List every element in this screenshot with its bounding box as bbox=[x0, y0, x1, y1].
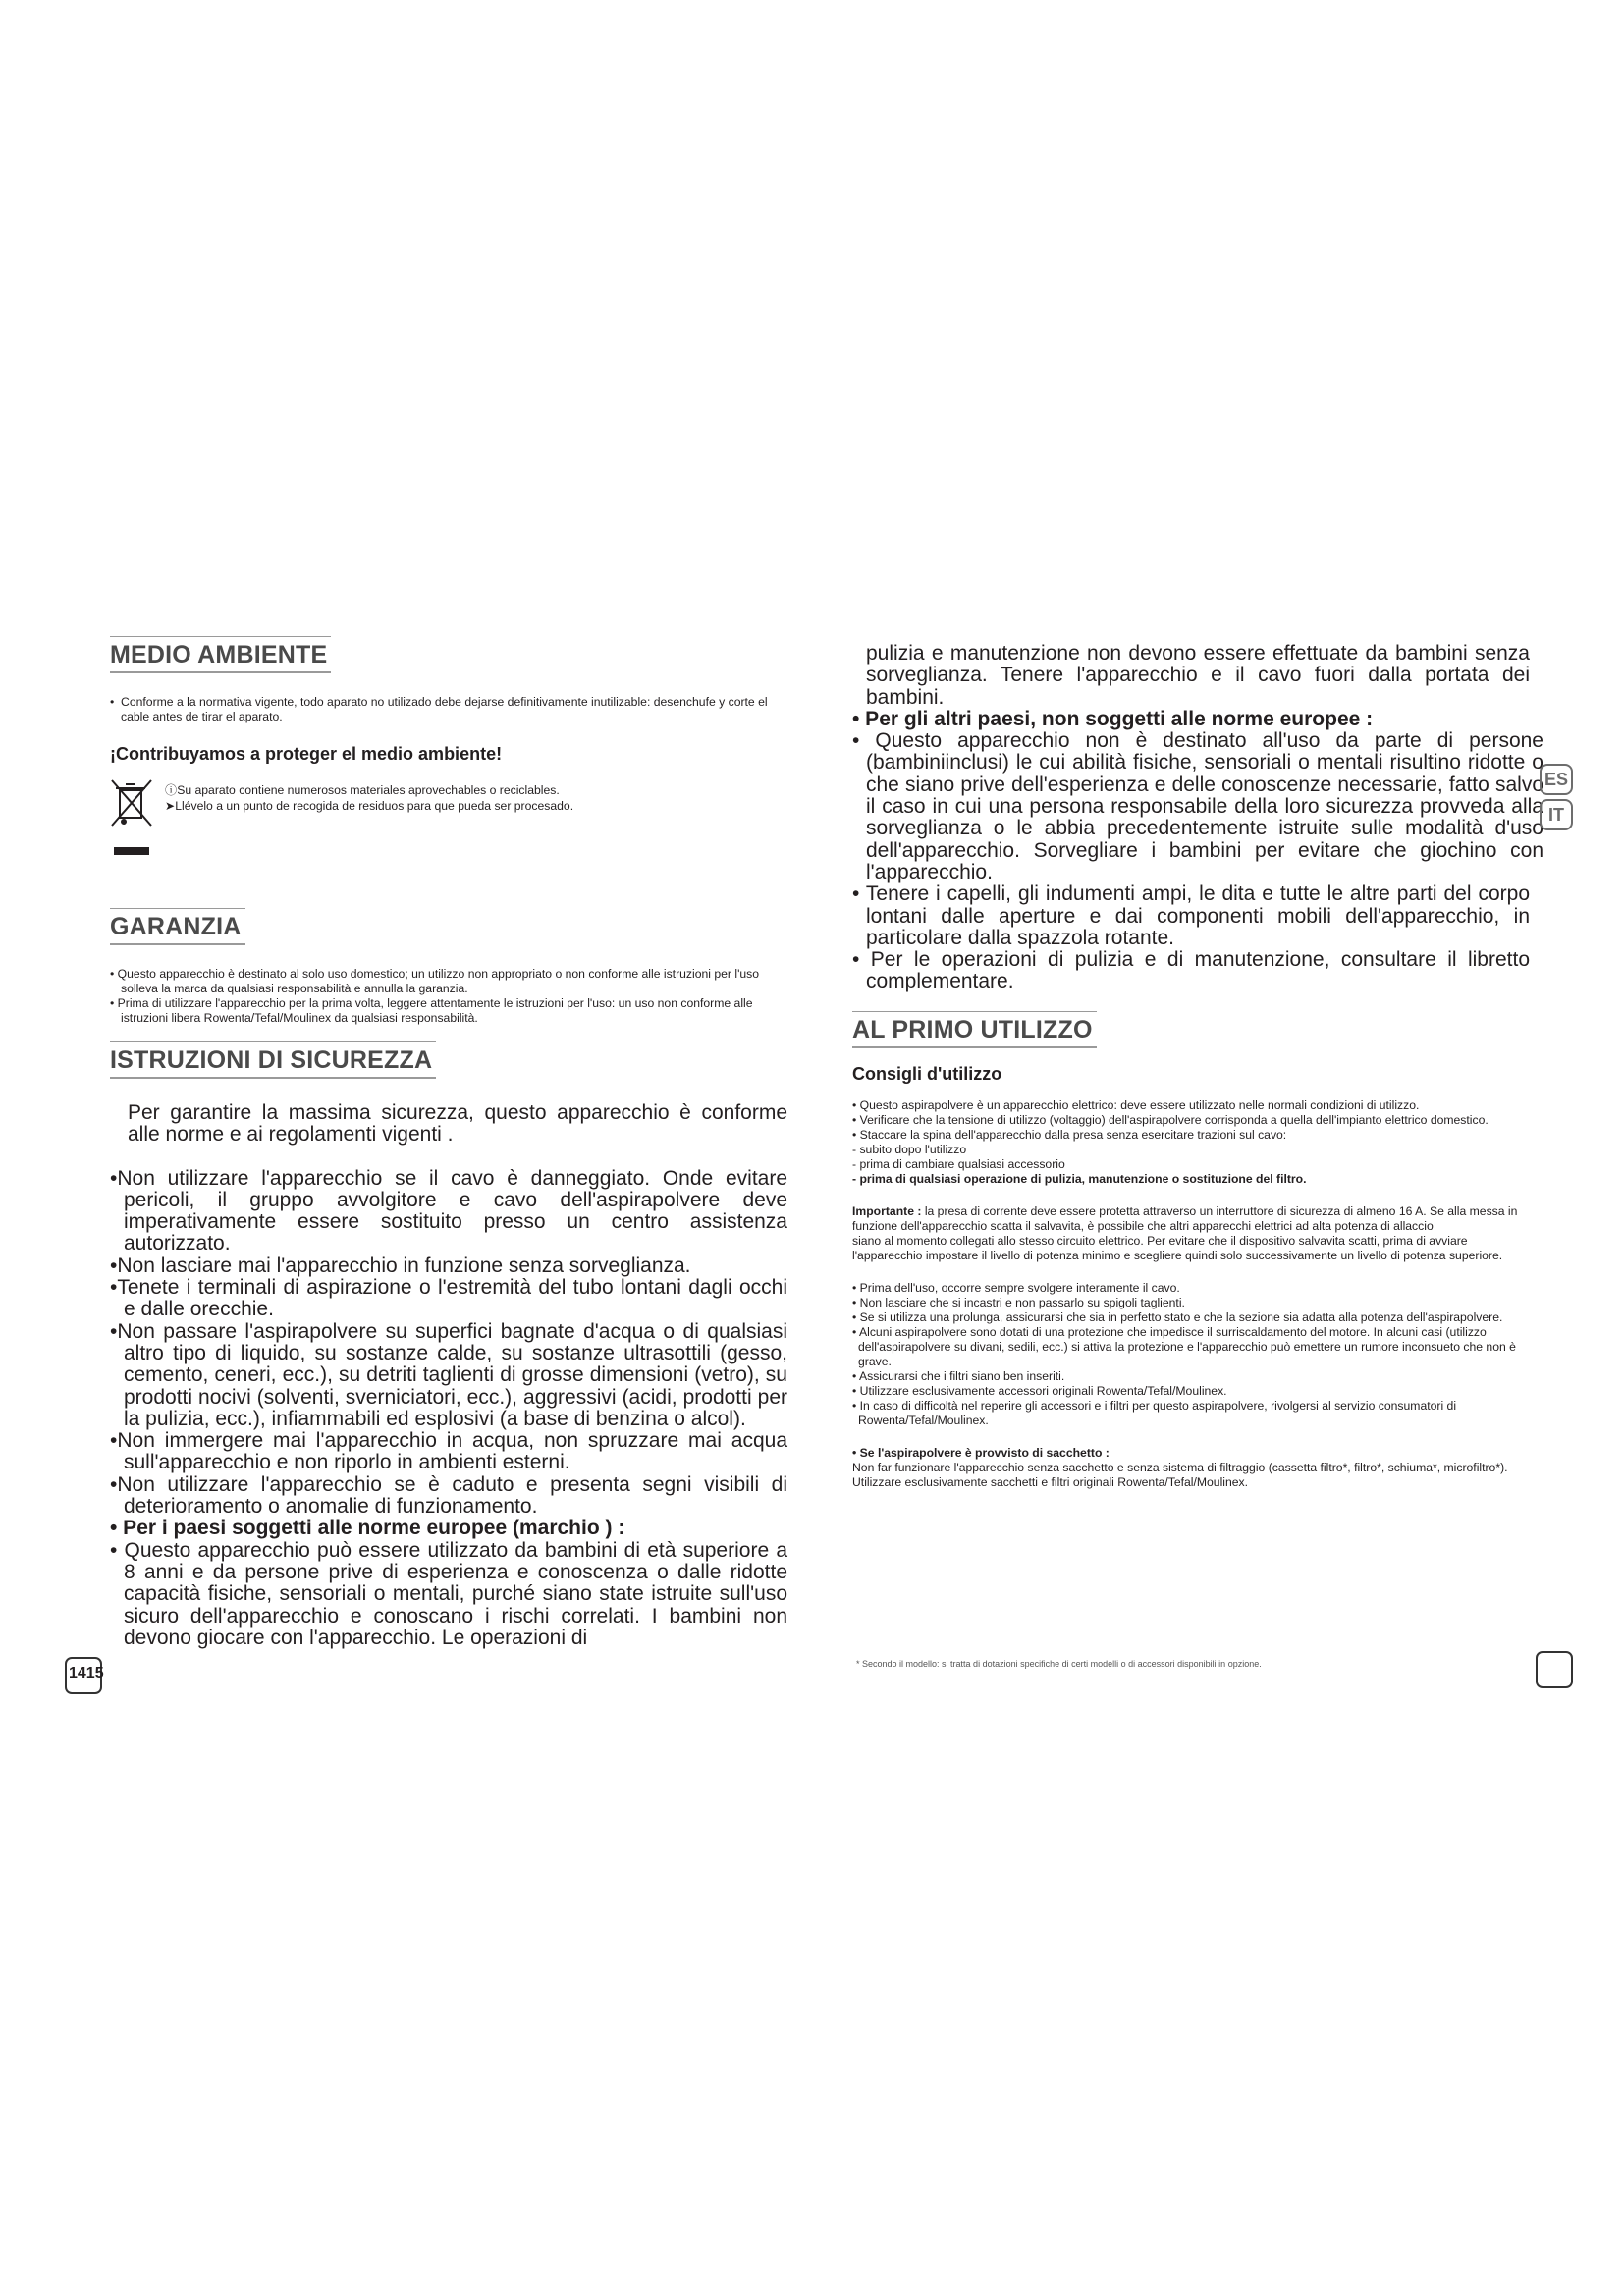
other-item: • Tenere i capelli, gli indumenti ampi, le dita e tutte le altre parti del corpo lontani dalle aperture e dai componenti mobili dell'apparecchio, in particolare dalla spazzola rotante. bbox=[852, 882, 1530, 949]
safety-item: •Non immergere mai l'apparecchio in acqua, non spruzzare mai acqua sull'apparecchio e non riporlo in ambienti esterni. bbox=[110, 1429, 787, 1474]
recycle-line-2-text: Llévelo a un punto de recogida de residuos para que pueda ser procesado. bbox=[175, 799, 574, 813]
cable-item: • In caso di difficoltà nel reperire gli accessori e i filtri per questo aspirapolvere, rivolgersi al servizio consumatori di Rowenta/Tefal/Moulinex. bbox=[852, 1398, 1457, 1427]
other-item: • Questo apparecchio non è destinato all'uso da parte di persone (bambiniinclusi) le cui abilità fisiche, sensoriali o mentali risultino ridotte o che siano prive dell'esperienza e delle conoscenze necessarie, fatto salvo il caso in cui una persona responsabile della loro sicurezza provveda alla sorveglianza o le abbia precedentemente istruite sulle modalità d'uso dell'apparecchio. Sorvegliare i bambini per evitare che giochino con l'apparecchio. bbox=[852, 729, 1543, 883]
recycle-row bbox=[110, 776, 787, 865]
safety-item: • Questo apparecchio può essere utilizzato da bambini di età superiore a 8 anni e da persone prive di esperienza e conoscenza o dalle ridotte capacità fisiche, sensoriali o mentali, purché siano state istruite sull'uso sicuro dell'apparecchio e conoscano i rischi correlati. I bambini non devono giocare con l'apparecchio. Le operazioni di bbox=[110, 1538, 787, 1649]
first-use-item: - subito dopo l'utilizzo bbox=[852, 1142, 967, 1156]
env-title: MEDIO AMBIENTE bbox=[110, 636, 331, 673]
other-countries-heading: • Per gli altri paesi, non soggetti alle norme europee : bbox=[852, 707, 1374, 730]
bag-section bbox=[852, 1446, 1530, 1490]
safety-eu-heading: • Per i paesi soggetti alle norme europee (marchio ) : bbox=[110, 1517, 625, 1540]
env-subtitle: ¡Contribuyamos a proteger el medio ambiente! bbox=[110, 744, 503, 764]
footnote: * Secondo il modello: si tratta di dotazioni specifiche di certi modelli o di accessori disponibili in opzione. bbox=[856, 1659, 1262, 1669]
important-text: la presa di corrente deve essere protetta attraverso un interruttore di sicurezza di almeno 16 A. Se alla messa in funzione dell'apparecchio scatta il salvavita, è possibile che altri apparecchi elettrici ad alta potenza di allaccio bbox=[852, 1203, 1518, 1233]
first-use-item: - prima di cambiare qualsiasi accessorio bbox=[852, 1156, 1065, 1171]
first-use-item: • Questo aspirapolvere è un apparecchio elettrico: deve essere utilizzato nelle normali condizioni di utilizzo. bbox=[852, 1097, 1420, 1112]
safety-item: •Non utilizzare l'apparecchio se il cavo è danneggiato. Onde evitare pericoli, il gruppo avvolgitore e cavo dell'aspirapolvere deve imperativamente essere sostituito presso un centro assistenza autorizzato. bbox=[110, 1166, 787, 1255]
crossed-bin-icon bbox=[110, 776, 155, 865]
safety-item: •Non utilizzare l'apparecchio se è caduto e presenta segni visibili di deterioramento o anomalie di funzionamento. bbox=[110, 1472, 787, 1519]
left-column bbox=[110, 636, 787, 1649]
badge-es: ES bbox=[1540, 764, 1573, 795]
cable-list bbox=[852, 1281, 1530, 1428]
bag-heading: • Se l'aspirapolvere è provvisto di sacchetto : bbox=[852, 1445, 1110, 1460]
warranty-bullets bbox=[110, 967, 787, 1026]
warranty-bullet: • Prima di utilizzare l'apparecchio per la prima volta, leggere attentamente le istruzioni per l'uso: un uso non conforme alle istruzioni libera Rowenta/Tefal/Moulinex da qualsiasi responsabilità. bbox=[110, 996, 753, 1025]
env-bullet-text: Conforme a la normativa vigente, todo aparato no utilizado debe dejarse definitivamente inutilizable: desenchufe y corte el cable antes de tirar el aparato. bbox=[121, 695, 768, 723]
first-use-item: • Verificare che la tensione di utilizzo (voltaggio) dell'aspirapolvere corrisponda a quella dell'impianto elettrico domestico. bbox=[852, 1112, 1489, 1127]
safety-list bbox=[110, 1168, 787, 1650]
cable-item: • Non lasciare che si incastri e non passarlo su spigoli taglienti. bbox=[852, 1295, 1185, 1309]
first-use-subtitle: Consigli d'utilizzo bbox=[852, 1063, 1002, 1084]
first-use-item: • Staccare la spina dell'apparecchio dalla presa senza esercitare trazioni sul cavo: bbox=[852, 1127, 1287, 1142]
safety-item: •Tenete i terminali di aspirazione o l'estremità del tubo lontani dagli occhi e dalle orecchie. bbox=[110, 1276, 787, 1321]
page-number: 1415 bbox=[69, 1665, 104, 1682]
safety-title: ISTRUZIONI DI SICUREZZA bbox=[110, 1041, 436, 1079]
warranty-title: GARANZIA bbox=[110, 908, 245, 945]
page-number-box-right bbox=[1536, 1651, 1573, 1688]
warranty-bullet-text: Questo apparecchio è destinato al solo uso domestico; un utilizzo non appropriato o non conforme alle istruzioni per l'uso solleva la marca da qualsiasi responsabilità e annulla la garanzia. bbox=[117, 967, 760, 995]
cable-item: • Se si utilizza una prolunga, assicurarsi che sia in perfetto stato e che la sezione sia adatta alla potenza dell'aspirapolvere. bbox=[852, 1309, 1503, 1324]
cable-item: • Alcuni aspirapolvere sono dotati di una protezione che impedisce il surriscaldamento del motore. In alcuni casi (utilizzo dell'aspirapolvere su divani, sedili, ecc.) si attiva la protezione e l'apparecchio può emettere un rumore inconsueto che non è grave. bbox=[852, 1324, 1516, 1368]
bag-text-1: Non far funzionare l'apparecchio senza sacchetto e senza sistema di filtraggio (cassetta filtro*, filtro*, schiuma*, microfiltro*). bbox=[852, 1460, 1508, 1474]
first-use-title: AL PRIMO UTILIZZO bbox=[852, 1011, 1097, 1048]
recycle-line-1-text: Su aparato contiene numerosos materiales aprovechables o reciclables. bbox=[177, 783, 560, 797]
arrow-icon: ➤ bbox=[165, 799, 176, 813]
important-note bbox=[852, 1204, 1530, 1263]
warranty-bullet: • Questo apparecchio è destinato al solo uso domestico; un utilizzo non appropriato o non conforme alle istruzioni per l'uso solleva la marca da qualsiasi responsabilità e annulla la garanzia. bbox=[110, 967, 760, 995]
cable-item: • Utilizzare esclusivamente accessori originali Rowenta/Tefal/Moulinex. bbox=[852, 1383, 1227, 1398]
first-use-item: - prima di qualsiasi operazione di pulizia, manutenzione o sostituzione del filtro. bbox=[852, 1171, 1307, 1186]
env-bullet: • Conforme a la normativa vigente, todo aparato no utilizado debe dejarse definitivamente inutilizable: desenchufe y corte el cable antes de tirar el aparato. bbox=[110, 695, 768, 723]
env-bullets bbox=[110, 695, 787, 724]
warranty-bullet-text: Prima di utilizzare l'apparecchio per la prima volta, leggere attentamente le istruzioni per l'uso: un uso non conforme alle istruzioni libera Rowenta/Tefal/Moulinex da qualsiasi responsabilità. bbox=[117, 996, 753, 1025]
safety-item: •Non passare l'aspirapolvere su superfici bagnate d'acqua o di qualsiasi altro tipo di liquido, su sostanze calde, su sostanze ultrasottili (gesso, cemento, ceneri, ecc.), su detriti taglienti di grosse dimensioni (vetro), su prodotti nocivi (solventi, sverniciatori, ecc.), aggressivi (acidi, prodotti per la pulizia, ecc.), infiammabili ed esplosivi (a base di benzina o alcol). bbox=[110, 1319, 787, 1430]
first-use-list bbox=[852, 1098, 1530, 1187]
recycle-lines bbox=[165, 782, 573, 814]
recycle-line-2 bbox=[165, 798, 573, 814]
info-icon: ⓘ bbox=[165, 783, 178, 797]
other-item: • Per le operazioni di pulizia e di manutenzione, consultare il libretto complementare. bbox=[852, 948, 1530, 993]
important-label: Importante : bbox=[852, 1203, 922, 1218]
children-cont: pulizia e manutenzione non devono essere effettuate da bambini senza sorveglianza. Tenere l'apparecchio e il cavo fuori dalla portata dei bambini. bbox=[866, 642, 1530, 709]
recycle-line-1 bbox=[165, 782, 573, 798]
badge-it: IT bbox=[1540, 799, 1573, 830]
cable-item: • Prima dell'uso, occorre sempre svolgere interamente il cavo. bbox=[852, 1280, 1180, 1295]
safety-item: •Non lasciare mai l'apparecchio in funzione senza sorveglianza. bbox=[110, 1254, 691, 1277]
cable-item: • Assicurarsi che i filtri siano ben inseriti. bbox=[852, 1368, 1065, 1383]
important-text-2: siano al momento collegati allo stesso circuito elettrico. Per evitare che il dispositivo salvavita scatti, prima di avviare l'apparecchio impostare il livello di potenza minimo e scegliere quindi solo successivamente un livello di potenza superiore. bbox=[852, 1233, 1503, 1262]
right-column bbox=[852, 642, 1543, 1490]
safety-intro: Per garantire la massima sicurezza, questo apparecchio è conforme alle norme e ai regolamenti vigenti . bbox=[128, 1101, 787, 1147]
bag-text-2: Utilizzare esclusivamente sacchetti e filtri originali Rowenta/Tefal/Moulinex. bbox=[852, 1474, 1249, 1489]
